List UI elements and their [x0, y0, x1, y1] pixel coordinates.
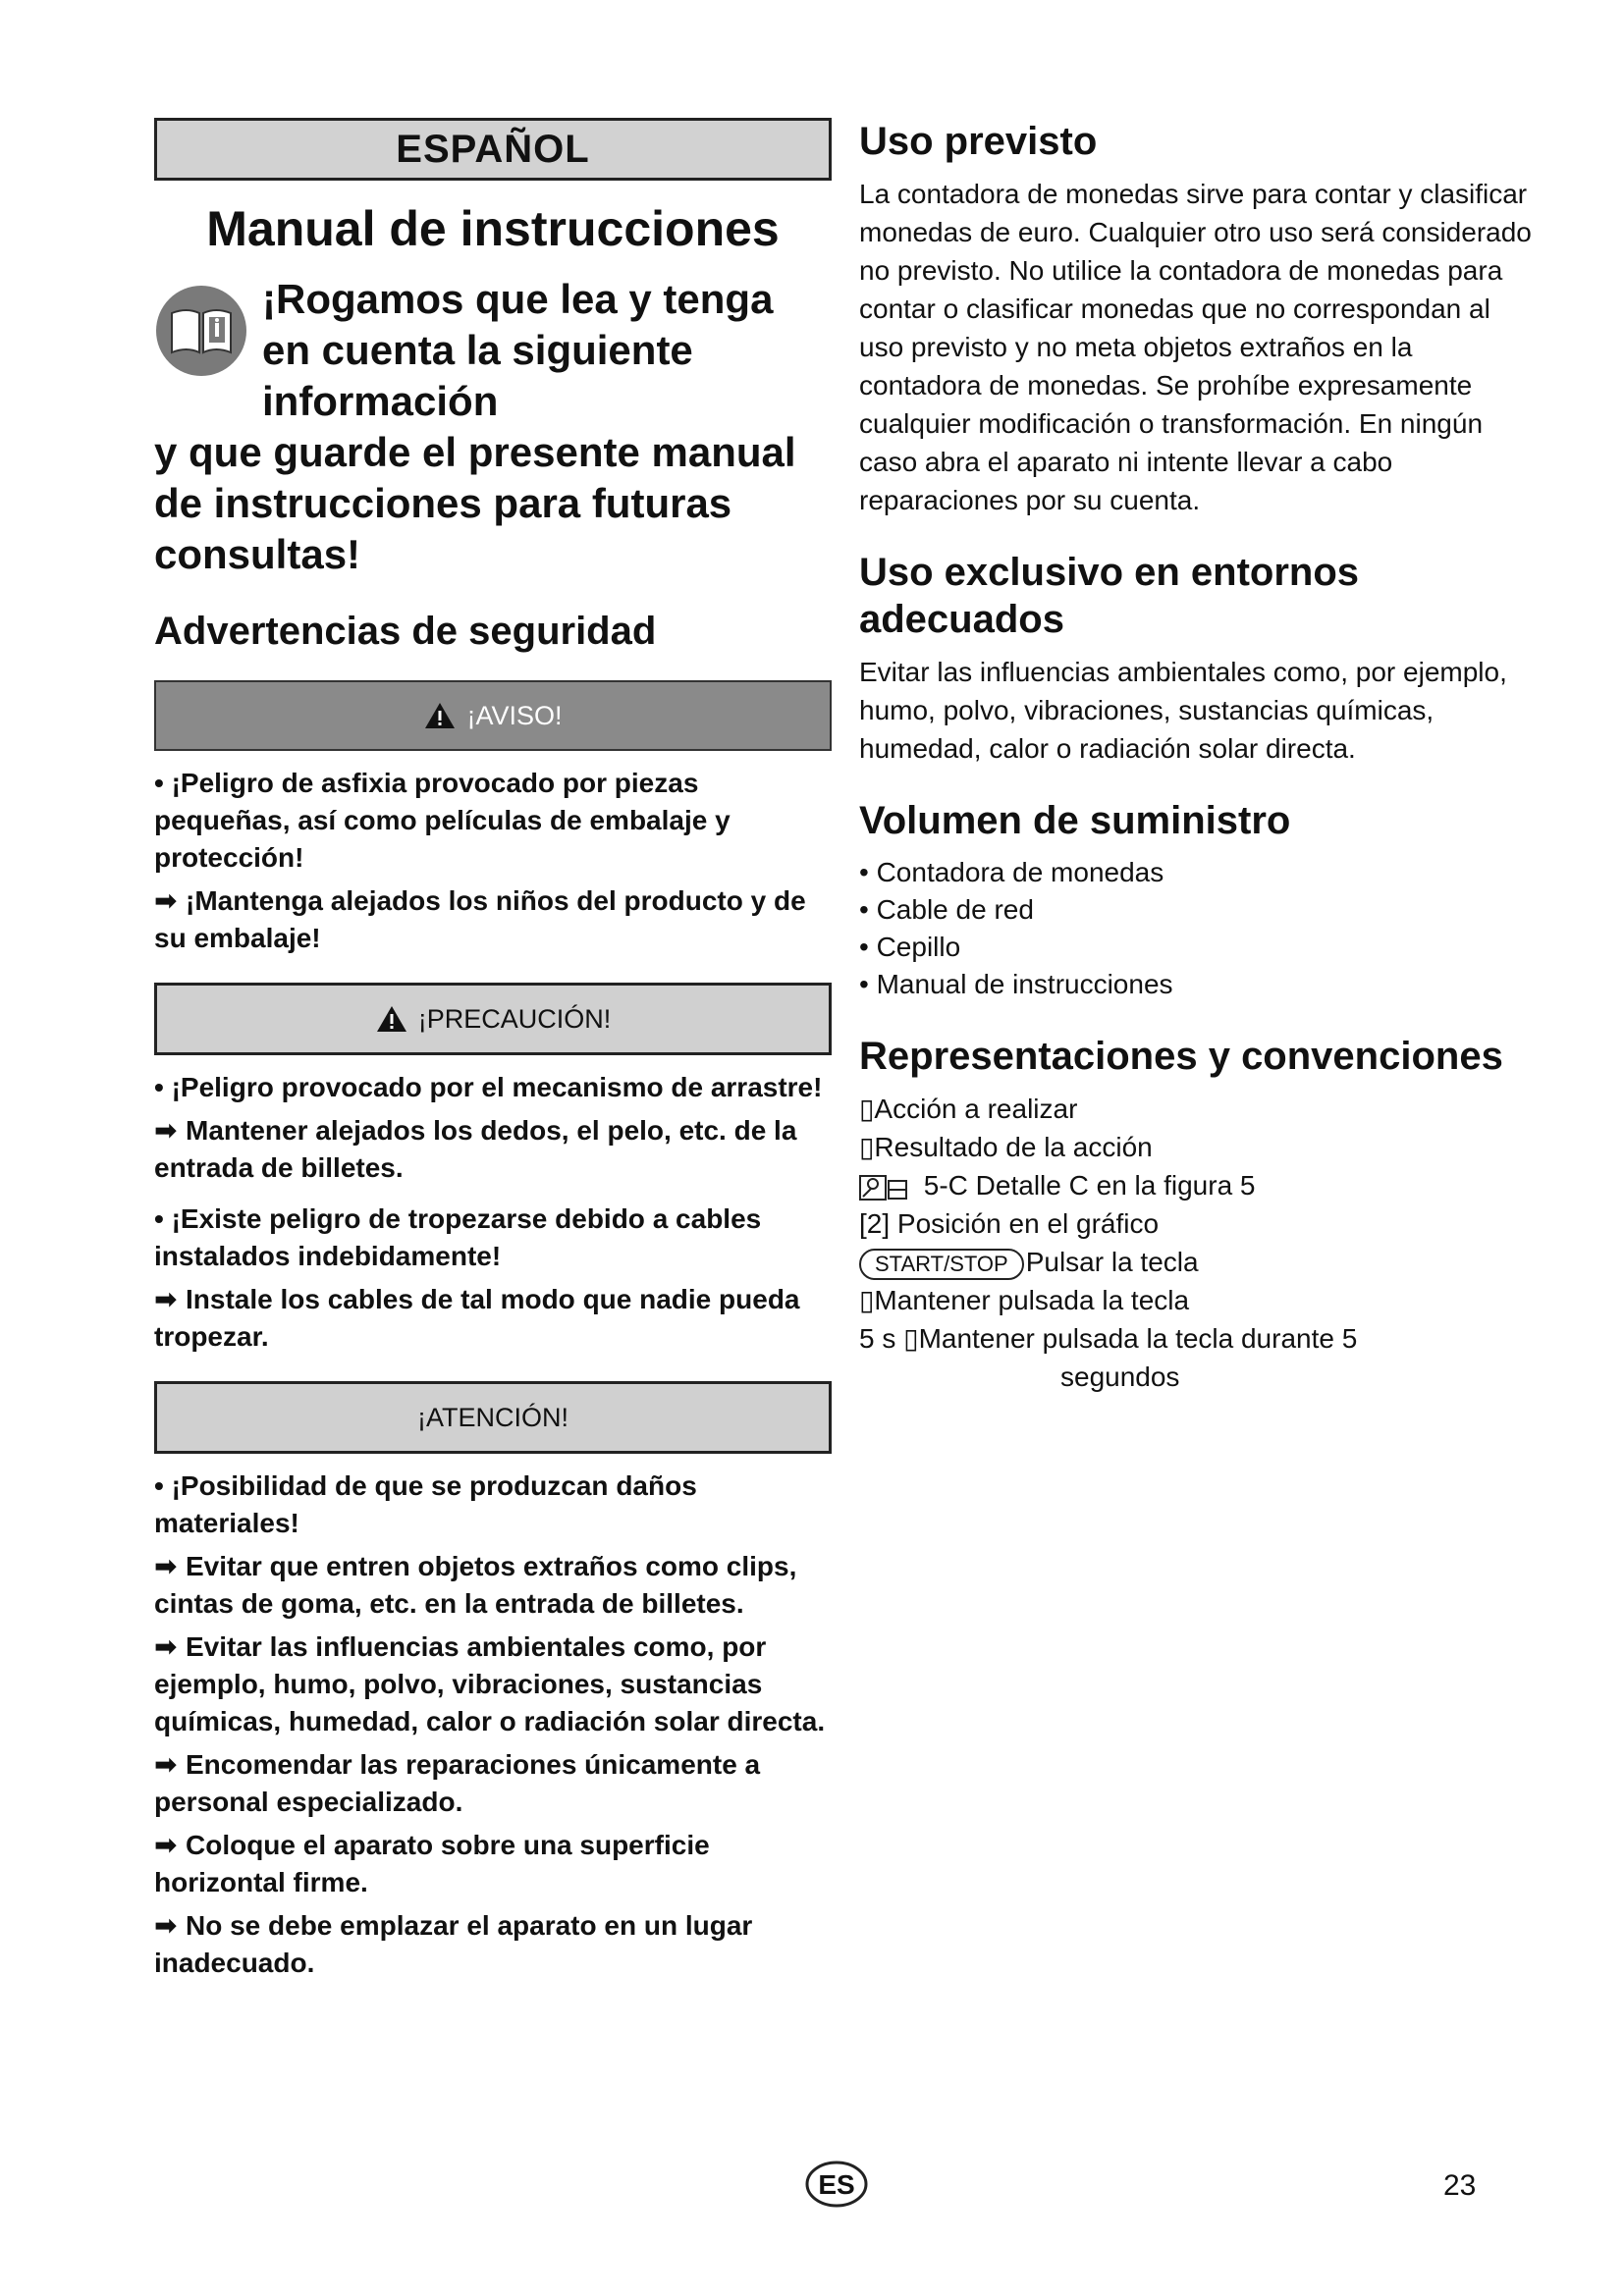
arrow-icon: ➡	[154, 1910, 178, 1941]
convention-detail: 5-C Detalle C en la figura 5	[859, 1166, 1537, 1204]
warning-icon	[423, 701, 457, 730]
read-manual-icon	[154, 284, 248, 378]
language-badge-icon	[805, 2160, 868, 2209]
hold-marker-icon: ▯	[903, 1323, 919, 1354]
list-item: • Cable de red	[859, 894, 1034, 925]
aviso-label: ¡AVISO!	[466, 700, 563, 730]
arrow-icon: ➡	[154, 1115, 178, 1146]
list-item: • Cepillo	[859, 932, 961, 962]
result-marker-icon: ▯	[859, 1132, 875, 1162]
uso-previsto-heading: Uso previsto	[859, 120, 1098, 163]
atencion-action-4: ➡ Coloque el aparato sobre una superficie horizontal firme.	[154, 1827, 832, 1901]
precaucion-label: ¡PRECAUCIÓN!	[417, 1003, 612, 1034]
aviso-action: ➡ ¡Mantenga alejados los niños del producto y de su embalaje!	[154, 882, 832, 957]
convention-hold-5s: 5 s ▯Mantener pulsada la tecla durante 5	[859, 1323, 1358, 1354]
uso-exclusivo-heading: Uso exclusivo en entornos adecuados	[859, 551, 1360, 641]
language-badge-text: ES	[818, 2169, 855, 2200]
atencion-bullet: • ¡Posibilidad de que se produzcan daños materiales!	[154, 1470, 697, 1538]
representaciones-heading: Representaciones y convenciones	[859, 1035, 1503, 1078]
language-header: ESPAÑOL	[154, 118, 832, 181]
convention-position: [2] Posición en el gráfico	[859, 1208, 1160, 1239]
hold-marker-icon: ▯	[859, 1285, 875, 1315]
atencion-action-5: ➡ No se debe emplazar el aparato en un lugar inadecuado.	[154, 1907, 832, 1982]
intro-text-first: ¡Rogamos que lea y tenga en cuenta la siguiente información	[262, 276, 774, 424]
atencion-box	[154, 1381, 832, 1454]
list-item: • Manual de instrucciones	[859, 969, 1173, 999]
atencion-action-1: ➡ Evitar que entren objetos extraños como clips, cintas de goma, etc. en la entrada de billetes.	[154, 1548, 832, 1623]
left-column	[154, 118, 832, 1982]
convention-action: ▯Acción a realizar	[859, 1094, 1078, 1124]
precaucion-action-2: ➡ Instale los cables de tal modo que nadie pueda tropezar.	[154, 1281, 832, 1356]
precaucion-bullet-2: • ¡Existe peligro de tropezarse debido a cables instalados indebidamente!	[154, 1203, 762, 1271]
arrow-icon: ➡	[154, 1551, 178, 1581]
arrow-icon: ➡	[154, 885, 178, 916]
detail-view-icon	[859, 1173, 916, 1202]
list-item: • Contadora de monedas	[859, 857, 1164, 887]
arrow-icon: ➡	[154, 1284, 178, 1314]
convention-result: ▯Resultado de la acción	[859, 1132, 1153, 1162]
aviso-bullet: • ¡Peligro de asfixia provocado por piezas pequeñas, así como películas de embalaje y protección!	[154, 768, 731, 873]
intro-text-rest: y que guarde el presente manual de instrucciones para futuras consultas!	[154, 429, 796, 577]
warning-icon	[375, 1004, 408, 1034]
manual-title: Manual de instrucciones	[206, 201, 780, 256]
uso-exclusivo-text: Evitar las influencias ambientales como, por ejemplo, humo, polvo, vibraciones, sustancias químicas, humedad, calor o radiación solar directa.	[859, 657, 1507, 764]
convention-hold-5s-cont: segundos	[1060, 1362, 1180, 1392]
arrow-icon: ➡	[154, 1631, 178, 1662]
start-stop-key: START/STOP	[859, 1249, 1024, 1280]
aviso-box	[154, 680, 832, 751]
precaucion-box	[154, 983, 832, 1055]
volumen-heading: Volumen de suministro	[859, 799, 1291, 842]
convention-hold: ▯Mantener pulsada la tecla	[859, 1285, 1190, 1315]
atencion-action-2: ➡ Evitar las influencias ambientales como, por ejemplo, humo, polvo, vibraciones, sustancias químicas, humedad, calor o radiación solar directa.	[154, 1629, 832, 1740]
convention-key: START/STOP Pulsar la tecla	[859, 1243, 1537, 1281]
precaucion-bullet-1: • ¡Peligro provocado por el mecanismo de arrastre!	[154, 1072, 823, 1102]
atencion-action-3: ➡ Encomendar las reparaciones únicamente a personal especializado.	[154, 1746, 832, 1821]
precaucion-action-1: ➡ Mantener alejados los dedos, el pelo, etc. de la entrada de billetes.	[154, 1112, 832, 1187]
action-marker-icon: ▯	[859, 1094, 875, 1124]
right-column	[859, 118, 1537, 1396]
atencion-label: ¡ATENCIÓN!	[417, 1402, 568, 1432]
arrow-icon: ➡	[154, 1830, 178, 1860]
safety-heading: Advertencias de seguridad	[154, 610, 657, 653]
arrow-icon: ➡	[154, 1749, 178, 1780]
page-number: 23	[1443, 2169, 1477, 2202]
intro-notice	[154, 274, 832, 580]
uso-previsto-text: La contadora de monedas sirve para contar y clasificar monedas de euro. Cualquier otro uso será considerado no previsto. No utilice la contadora de monedas para contar o clasificar monedas que no correspondan al uso previsto y no meta objetos extraños en la contadora de monedas. Se prohíbe expresamente cualquier modificación o transformación. En ningún caso abra el aparato ni intente llevar a cabo reparaciones por su cuenta.	[859, 179, 1532, 515]
